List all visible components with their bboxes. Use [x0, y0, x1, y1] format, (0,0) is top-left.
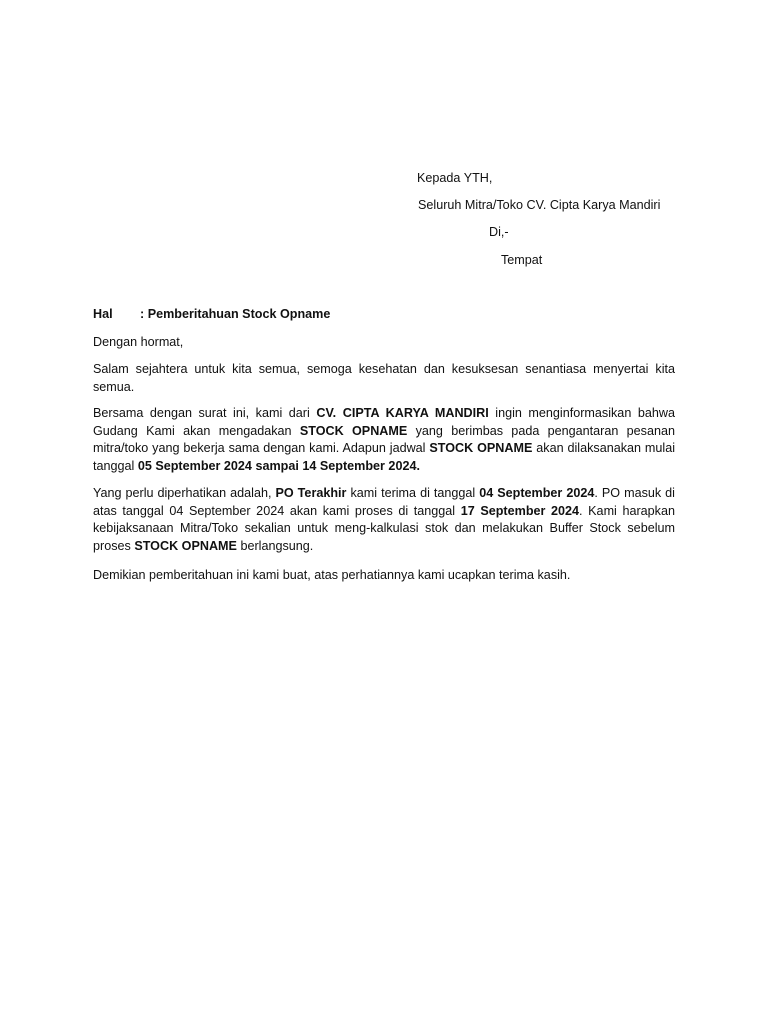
company-name: CV. CIPTA KARYA MANDIRI [316, 406, 489, 420]
recipient-line-kepada: Kepada YTH, [417, 171, 493, 185]
stock-opname-term: STOCK OPNAME [299, 423, 408, 438]
text-run: yang berimbas pada pengantaran pesanan mitra/toko yang bekerja sama dengan kami. Adapun jadwal [93, 423, 675, 456]
paragraph-po-notice-text [93, 485, 675, 555]
subject-label: Hal [93, 307, 113, 321]
text-run: berlangsung. [236, 538, 314, 553]
recipient-line-tempat: Tempat [501, 253, 543, 267]
paragraph-po-notice [93, 485, 675, 555]
subject-line [93, 306, 330, 322]
text-run: akan dilaksanakan mulai tanggal [93, 441, 675, 473]
paragraph-greeting [93, 361, 675, 396]
po-terakhir-term: PO Terakhir [275, 486, 347, 500]
text-run: ingin menginformasikan bahwa Gudang Kami akan mengadakan [93, 406, 675, 438]
salutation [93, 334, 675, 352]
subject-text: : Pemberitahuan Stock Opname [140, 307, 331, 321]
paragraph-announcement-text [93, 405, 675, 475]
paragraph-greeting-text: Salam sejahtera untuk kita semua, semoga kesehatan dan kesuksesan senantiasa menyertai kita semua. [93, 362, 675, 394]
text-run: Yang perlu diperhatikan adalah, [93, 486, 276, 500]
schedule-dates: 05 September 2024 sampai 14 September 2024. [137, 458, 420, 473]
paragraph-closing-text: Demikian pemberitahuan ini kami buat, atas perhatiannya kami ucapkan terima kasih. [93, 568, 571, 582]
text-run: . PO masuk di atas tanggal 04 September 2024 akan kami proses di tanggal [93, 486, 675, 518]
stock-opname-term: STOCK OPNAME [134, 538, 237, 553]
text-run: . Kami harapkan kebijaksanaan Mitra/Toko sekalian untuk meng-kalkulasi stok dan melakukan Buffer Stock sebelum proses [93, 503, 675, 553]
last-po-date: 04 September 2024 [479, 486, 595, 500]
recipient-line-mitra: Seluruh Mitra/Toko CV. Cipta Karya Mandiri [418, 198, 661, 212]
salutation-text: Dengan hormat, [93, 335, 184, 349]
stock-opname-term: STOCK OPNAME [429, 441, 533, 456]
recipient-line-di: Di,- [489, 225, 509, 239]
text-run: kami terima di tanggal [346, 486, 480, 500]
process-date: 17 September 2024 [460, 503, 580, 518]
paragraph-closing [93, 567, 675, 585]
paragraph-announcement [93, 405, 675, 475]
text-run: Bersama dengan surat ini, kami dari [93, 406, 317, 420]
